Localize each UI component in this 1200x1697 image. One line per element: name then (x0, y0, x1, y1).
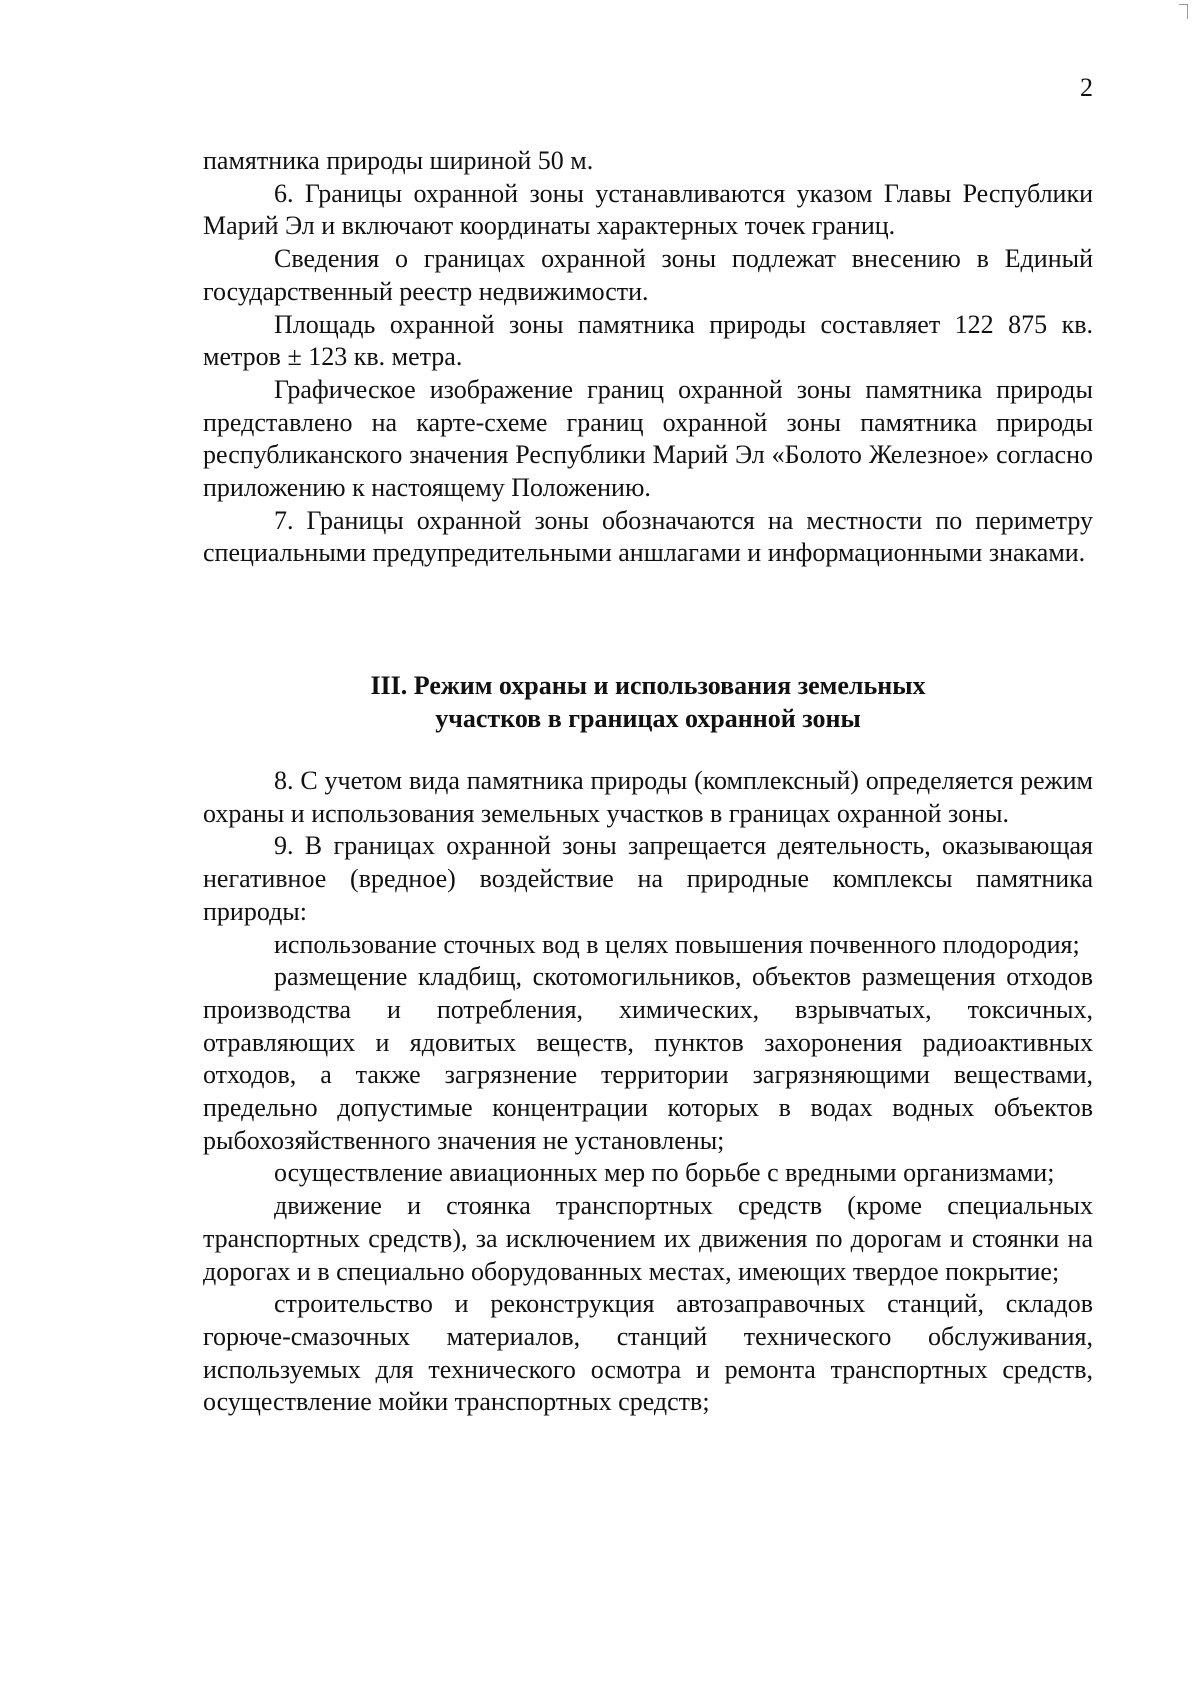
section-heading-line: участков в границах охранной зоны (435, 704, 861, 733)
paragraph: использование сточных вод в целях повышения почвенного плодородия; (274, 929, 1080, 959)
paragraph: Графическое изображение границ охранной зоны памятника природы представлено на карте-схеме границ охранной зоны памятника природы республиканского значения Республики Марий Эл «Болото Железное» согласно приложению к настоящему Положению. (203, 374, 1093, 503)
section-heading (203, 669, 1093, 735)
paragraph: Сведения о границах охранной зоны подлежат внесению в Единый государственный реестр недвижимости. (203, 244, 1093, 306)
paragraph: 9. В границах охранной зоны запрещается деятельность, оказывающая негативное (вредное) воздействие на природные комплексы памятника природы: (203, 831, 1093, 926)
paragraph: 7. Границы охранной зоны обозначаются на местности по периметру специальными предупредительными аншлагами и информационными знаками. (203, 505, 1093, 568)
scan-corner-mark (1179, 4, 1188, 19)
paragraph: осуществление авиационных мер по борьбе с вредными организмами; (274, 1158, 1055, 1188)
paragraph: 6. Границы охранной зоны устанавливаются указом Главы Республики Марий Эл и включают координаты характерных точек границ. (203, 178, 1093, 241)
paragraph: 8. С учетом вида памятника природы (комплексный) определяется режим охраны и использования земельных участков в границах охранной зоны. (203, 766, 1093, 828)
paragraph: строительство и реконструкция автозаправочных станций, складов горюче-смазочных материалов, станций технического обслуживания, используемых для технического осмотра и ремонта транспортных средств, осуществление мойки транспортных средств; (203, 1289, 1093, 1417)
text-block-top (203, 145, 1093, 570)
paragraph: движение и стоянка транспортных средств (кроме специальных транспортных средств), за исключением их движения по дорогам и стоянки на дорогах и в специально оборудованных местах, имеющих твердое покрытие; (203, 1191, 1093, 1286)
paragraph: памятника природы шириной 50 м. (203, 146, 594, 175)
paragraph: Площадь охранной зоны памятника природы составляет 122 875 кв. метров ± 123 кв. метра. (203, 309, 1093, 372)
section-heading-line: III. Режим охраны и использования земельных (370, 671, 926, 700)
page-number: 2 (1080, 73, 1093, 102)
paragraph: размещение кладбищ, скотомогильников, объектов размещения отходов производства и потребления, химических, взрывчатых, токсичных, отравляющих и ядовитых веществ, пунктов захоронения радиоактивных отходов, а также загрязнение территории загрязняющими веществами, предельно допустимые концентрации которых в водах водных объектов рыбохозяйственного значения не установлены; (203, 962, 1093, 1155)
text-block-bottom (203, 765, 1093, 1419)
